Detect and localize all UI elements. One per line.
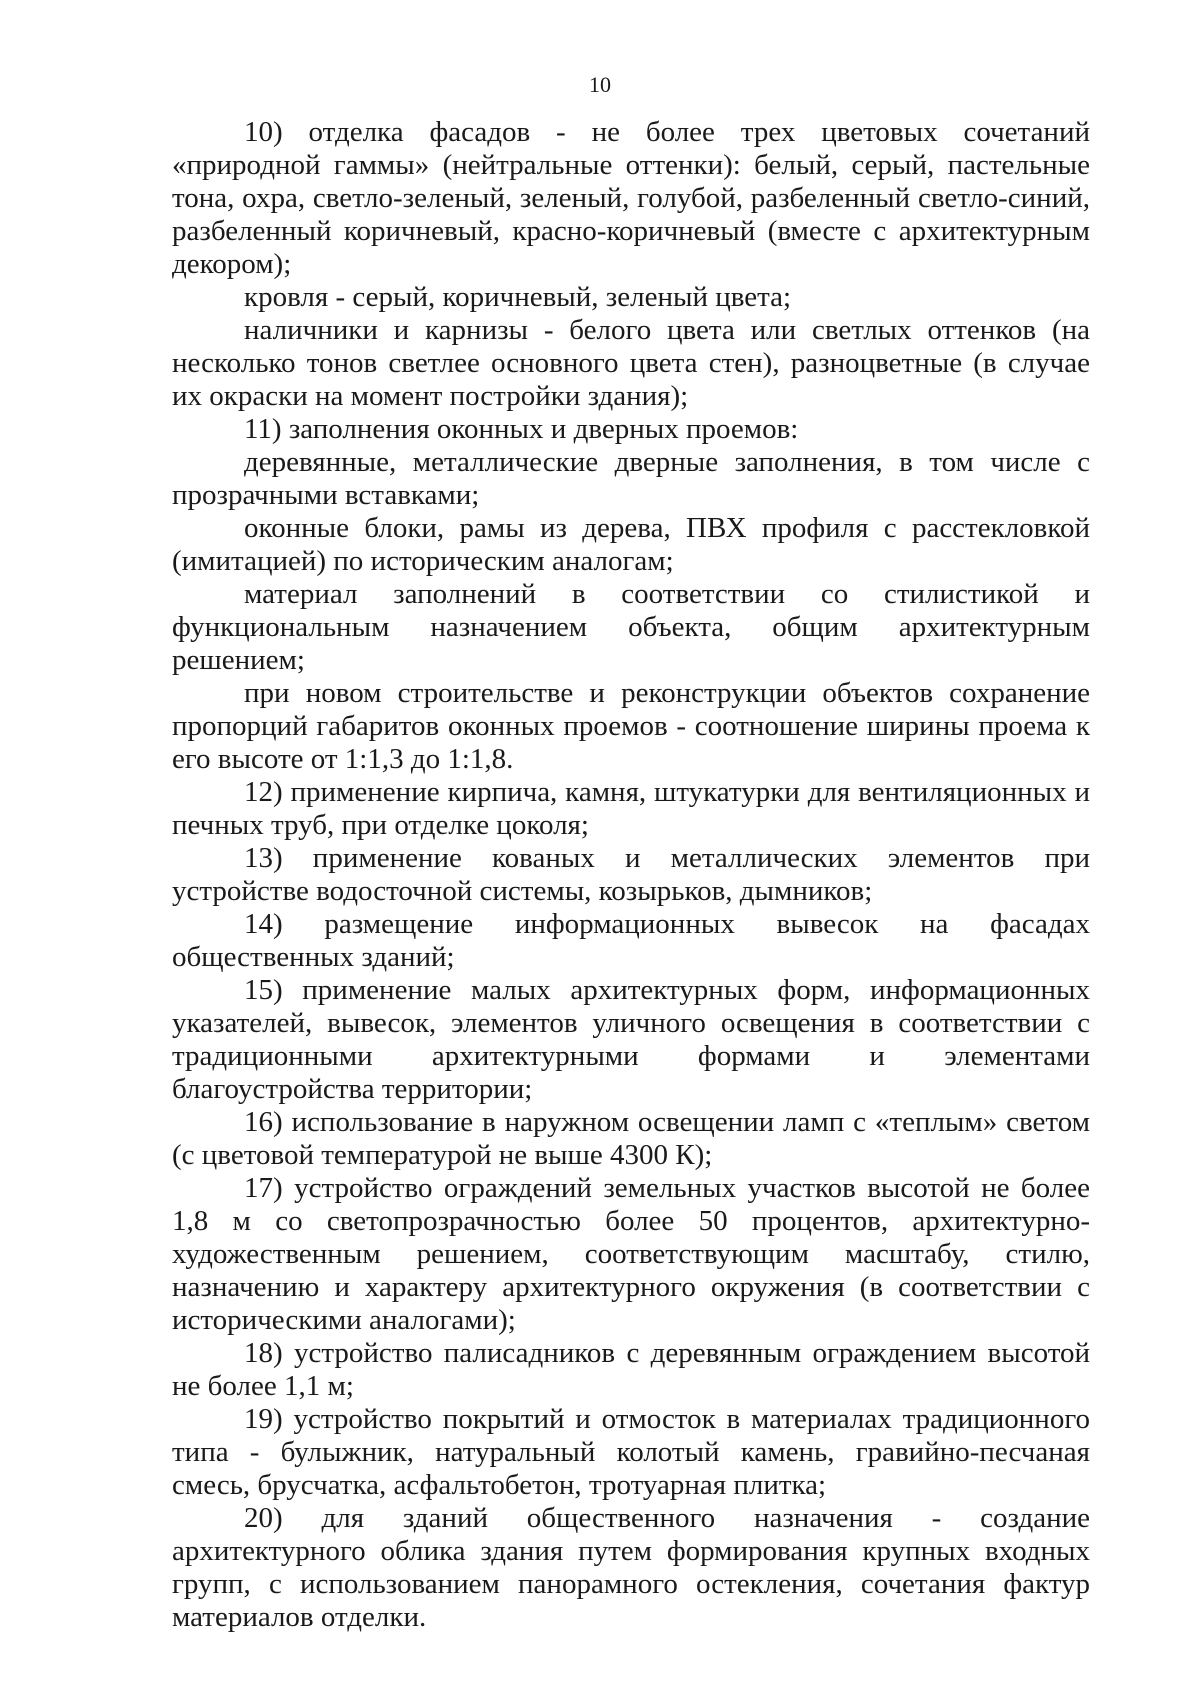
paragraph-10-facade-finish: 10) отделка фасадов - не более трех цветовых сочетаний «природной гаммы» (нейтральные оттенки): белый, серый, пастельные тона, охра, светло-зеленый, зеленый, голубой, разбеленный светло-синий, разбеленный коричневый, красно-коричневый (вместе с архитектурным декором); bbox=[172, 116, 1090, 280]
paragraph-roof-colors: кровля - серый, коричневый, зеленый цвета; bbox=[244, 281, 792, 313]
paragraph-trim-and-cornices: наличники и карнизы - белого цвета или светлых оттенков (на несколько тонов светлее основного цвета стен), разноцветные (в случае их окраски на момент постройки здания); bbox=[172, 314, 1090, 412]
paragraph-17-fences: 17) устройство ограждений земельных участков высотой не более 1,8 м со светопрозрачностью более 50 процентов, архитектурно-художественным решением, соответствующим масштабу, стилю, назначению и характеру архитектурного окружения (в соответствии с историческими аналогами); bbox=[172, 1172, 1090, 1336]
paragraph-20-public-buildings: 20) для зданий общественного назначения - создание архитектурного облика здания путем формирования крупных входных групп, с использованием панорамного остекления, сочетания фактур материалов отделки. bbox=[172, 1502, 1090, 1633]
paragraph-16-warm-light: 16) использование в наружном освещении ламп с «теплым» светом (с цветовой температурой не выше 4300 К); bbox=[172, 1106, 1090, 1171]
paragraph-15-small-forms: 15) применение малых архитектурных форм, информационных указателей, вывесок, элементов уличного освещения в соответствии с традиционными архитектурными формами и элементами благоустройства территории; bbox=[172, 974, 1090, 1105]
paragraph-window-proportions: при новом строительстве и реконструкции объектов сохранение пропорций габаритов оконных проемов - соотношение ширины проема к его высоте от 1:1,3 до 1:1,8. bbox=[172, 677, 1090, 775]
document-body bbox=[172, 116, 1090, 1634]
paragraph-14-signboards: 14) размещение информационных вывесок на фасадах общественных зданий; bbox=[172, 908, 1090, 973]
paragraph-window-blocks: оконные блоки, рамы из дерева, ПВХ профиля с расстекловкой (имитацией) по историческим аналогам; bbox=[172, 512, 1090, 577]
paragraph-19-pavements: 19) устройство покрытий и отмосток в материалах традиционного типа - булыжник, натуральный колотый камень, гравийно-песчаная смесь, брусчатка, асфальтобетон, тротуарная плитка; bbox=[172, 1403, 1090, 1501]
page-number: 10 bbox=[589, 72, 611, 97]
paragraph-12-brick-stone: 12) применение кирпича, камня, штукатурки для вентиляционных и печных труб, при отделке цоколя; bbox=[172, 776, 1090, 841]
paragraph-door-fillings: деревянные, металлические дверные заполнения, в том числе с прозрачными вставками; bbox=[172, 446, 1090, 511]
paragraph-13-forged-elements: 13) применение кованых и металлических элементов при устройстве водосточной системы, козырьков, дымников; bbox=[172, 842, 1090, 907]
paragraph-filling-material: материал заполнений в соответствии со стилистикой и функциональным назначением объекта, общим архитектурным решением; bbox=[172, 578, 1090, 676]
paragraph-18-front-gardens: 18) устройство палисадников с деревянным ограждением высотой не более 1,1 м; bbox=[172, 1337, 1090, 1402]
paragraph-11-openings: 11) заполнения оконных и дверных проемов: bbox=[244, 413, 799, 445]
